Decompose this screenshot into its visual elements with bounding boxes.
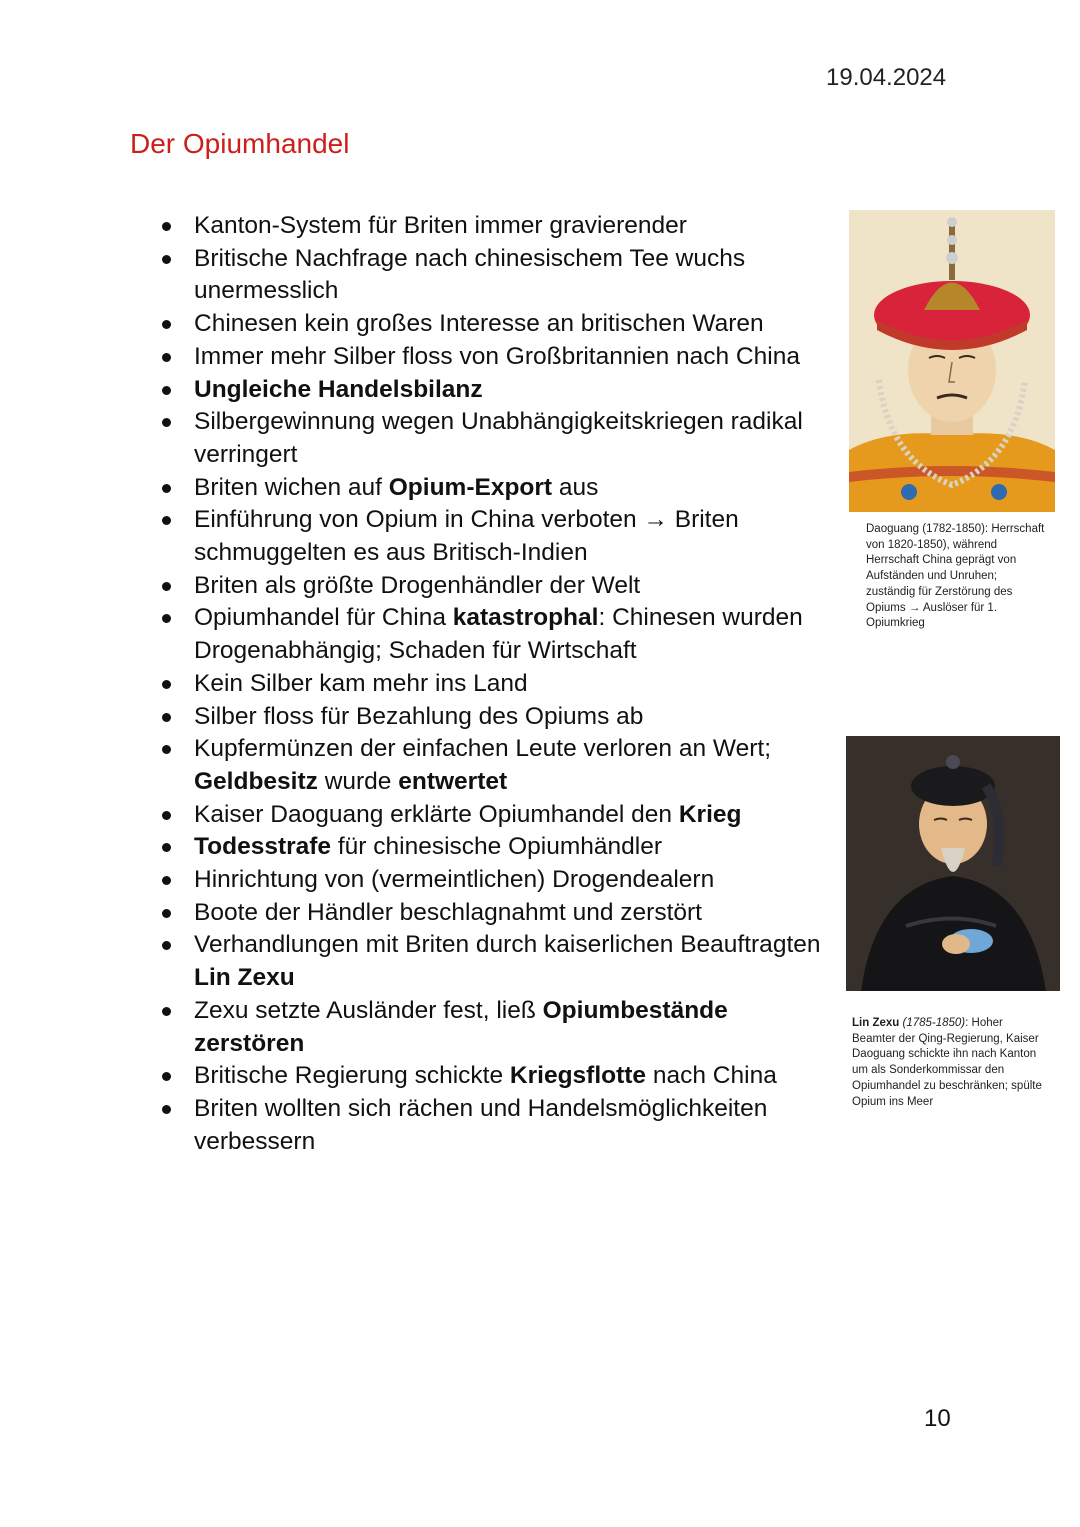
portrait-daoguang xyxy=(849,210,1055,512)
bullet-text-bold: Lin Zexu xyxy=(194,964,295,992)
bullet-item xyxy=(160,897,840,930)
bullet-text: Boote der Händler beschlagnahmt und zerstört xyxy=(194,898,702,926)
bullet-item xyxy=(160,570,840,603)
bullet-text: Verhandlungen mit Briten durch kaiserlichen Beauftragten xyxy=(194,931,821,959)
caption-lin-zexu-name: Lin Zexu xyxy=(852,1017,900,1029)
bullet-item xyxy=(160,799,840,832)
bullet-dot-icon xyxy=(162,484,171,493)
bullet-text: aus xyxy=(552,473,599,501)
bullet-item xyxy=(160,864,840,897)
bullet-text: Kaiser Daoguang erklärte Opiumhandel den xyxy=(194,800,679,828)
bullet-text-bold: Geldbesitz xyxy=(194,767,318,795)
bullet-text: Immer mehr Silber floss von Großbritannien nach China xyxy=(194,342,800,370)
caption-lin-zexu-text: : Hoher Beamter der Qing-Regierung, Kaiser Daoguang schickte ihn nach Kanton um als Sonderkommissar den Opiumhandel zu beschränken; spülte Opium ins Meer xyxy=(852,1017,1042,1108)
bullet-item xyxy=(160,504,840,569)
bullet-dot-icon xyxy=(162,811,171,820)
bullet-text: Kein Silber kam mehr ins Land xyxy=(194,669,528,697)
bullet-dot-icon xyxy=(162,353,171,362)
bullet-item xyxy=(160,831,840,864)
bullet-dot-icon xyxy=(162,386,171,395)
bullet-dot-icon xyxy=(162,941,171,950)
caption-lin-zexu xyxy=(852,1016,1042,1110)
bullet-text: Chinesen kein großes Interesse an britischen Waren xyxy=(194,310,764,338)
bullet-dot-icon xyxy=(162,516,171,525)
bullet-dot-icon xyxy=(162,582,171,591)
bullet-item xyxy=(160,243,840,308)
bullet-item xyxy=(160,668,840,701)
bullet-dot-icon xyxy=(162,713,171,722)
caption-daoguang: Daoguang (1782-1850): Herrschaft von 1820-1850), während Herrschaft China geprägt von Aufständen und Unruhen; zuständig für Zerstörung des Opiums → Auslöser für 1. Opiumkrieg xyxy=(866,523,1045,630)
bullet-item xyxy=(160,406,840,471)
bullet-text: Briten wollten sich rächen und Handelsmöglichkeiten verbessern xyxy=(194,1094,768,1155)
portrait-lin-zexu-illustration xyxy=(846,736,1060,991)
document-date: 19.04.2024 xyxy=(826,64,947,91)
bullet-text: Silbergewinnung wegen Unabhängigkeitskriegen radikal verringert xyxy=(194,408,803,468)
bullet-text: Hinrichtung von (vermeintlichen) Drogendealern xyxy=(194,866,715,894)
bullet-text-bold: Krieg xyxy=(678,800,742,828)
bullet-dot-icon xyxy=(162,876,171,885)
bullet-item xyxy=(160,602,840,667)
portrait-daoguang-illustration xyxy=(849,210,1055,512)
bullet-dot-icon xyxy=(162,1072,171,1081)
bullet-text-bold: Ungleiche Handelsbilanz xyxy=(194,375,483,403)
bullet-text: Britische Regierung schickte xyxy=(194,1062,510,1090)
bullet-text: nach China xyxy=(646,1062,777,1090)
bullet-item xyxy=(160,1093,840,1158)
bullet-text: Silber floss für Bezahlung des Opiums ab xyxy=(194,702,644,730)
bullet-dot-icon xyxy=(162,745,171,754)
bullet-text: : Chinesen wurden Drogenabhängig; Schaden für Wirtschaft xyxy=(194,604,803,665)
bullet-dot-icon xyxy=(162,1105,171,1114)
bullet-text: Briten wichen auf xyxy=(194,473,389,501)
bullet-dot-icon xyxy=(162,1007,171,1016)
bullet-text-bold: katastrophal xyxy=(452,604,599,632)
bullet-text: Zexu setzte Ausländer fest, ließ xyxy=(194,996,543,1024)
bullet-item xyxy=(160,472,840,505)
page-title: Der Opiumhandel xyxy=(130,128,350,159)
bullet-text: Kanton-System für Briten immer gravierender xyxy=(194,212,687,239)
bullet-item xyxy=(160,701,840,734)
bullet-dot-icon xyxy=(162,614,171,623)
bullet-dot-icon xyxy=(162,222,171,231)
bullet-text: Britische Nachfrage nach chinesischem Tee wuchs unermesslich xyxy=(194,244,746,305)
bullet-dot-icon xyxy=(162,255,171,264)
bullet-item xyxy=(160,210,840,243)
bullet-dot-icon xyxy=(162,843,171,852)
bullet-text: Briten als größte Drogenhändler der Welt xyxy=(194,571,641,599)
caption-lin-zexu-years: (1785-1850) xyxy=(902,1017,966,1029)
bullet-item xyxy=(160,1060,840,1093)
bullet-item xyxy=(160,374,840,407)
bullet-text: wurde xyxy=(317,767,399,795)
bullet-item xyxy=(160,995,840,1060)
bullet-dot-icon xyxy=(162,909,171,918)
bullet-item xyxy=(160,341,840,374)
portrait-lin-zexu xyxy=(846,736,1060,991)
bullet-text-bold: Todesstrafe xyxy=(194,833,332,861)
page-number: 10 xyxy=(924,1405,951,1432)
bullet-text-bold: entwertet xyxy=(398,767,508,795)
bullet-text-bold: Opiumbestände zerstören xyxy=(194,996,728,1057)
bullet-text: Opiumhandel für China xyxy=(194,604,453,632)
bullet-dot-icon xyxy=(162,418,171,427)
bullet-list xyxy=(160,210,840,1158)
bullet-dot-icon xyxy=(162,680,171,689)
bullet-item xyxy=(160,929,840,994)
bullet-item xyxy=(160,308,840,341)
bullet-item xyxy=(160,733,840,798)
bullet-text-bold: Opium-Export xyxy=(388,473,553,501)
bullet-dot-icon xyxy=(162,320,171,329)
bullet-text: Einführung von Opium in China verboten → Briten schmuggelten es aus Britisch-Indien xyxy=(194,506,739,567)
bullet-text: für chinesische Opiumhändler xyxy=(331,833,662,861)
bullet-text: Kupfermünzen der einfachen Leute verloren an Wert; xyxy=(194,735,772,763)
bullet-text-bold: Kriegsflotte xyxy=(509,1062,647,1090)
